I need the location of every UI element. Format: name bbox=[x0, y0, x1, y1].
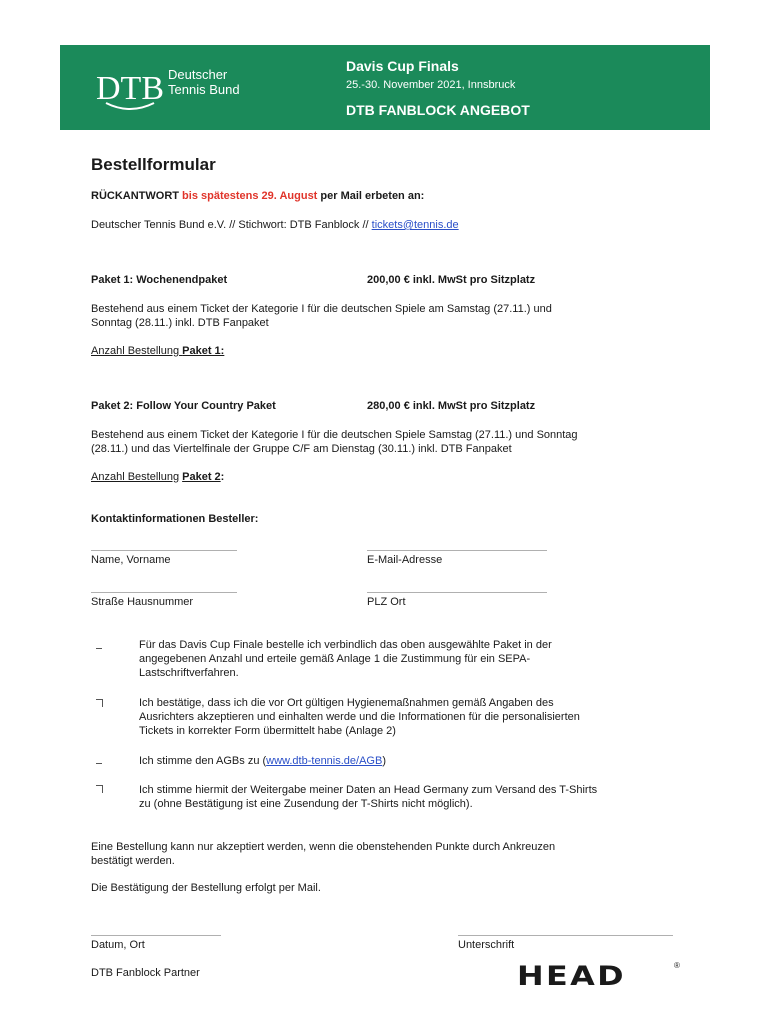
package-2-name: Paket 2: Follow Your Country Paket bbox=[91, 400, 276, 412]
consent-1-checkbox[interactable] bbox=[96, 641, 102, 649]
reply-line bbox=[91, 189, 424, 203]
package-1-desc-line-2: Sonntag (28.11.) inkl. DTB Fanpaket bbox=[91, 317, 269, 329]
header-banner bbox=[60, 45, 710, 130]
street-input-line[interactable] bbox=[91, 592, 237, 593]
consent-2-line-3: Tickets in korrekter Form übermittelt habe (Anlage 2) bbox=[139, 725, 396, 737]
partner-label: DTB Fanblock Partner bbox=[91, 967, 200, 979]
signature-input-line[interactable] bbox=[458, 935, 673, 936]
zip-city-field-label: PLZ Ort bbox=[367, 596, 406, 608]
date-place-label: Datum, Ort bbox=[91, 939, 145, 951]
consent-3-checkbox[interactable] bbox=[96, 756, 102, 764]
logo-line-2: Tennis Bund bbox=[168, 82, 240, 97]
package-2-count-bold: Paket 2 bbox=[182, 471, 221, 483]
acceptance-note-line-1: Eine Bestellung kann nur akzeptiert werden, wenn die obenstehenden Punkte durch Ankreuzen bbox=[91, 841, 556, 853]
logo-line-1: Deutscher bbox=[168, 67, 228, 82]
street-field-label: Straße Hausnummer bbox=[91, 596, 194, 608]
reply-prefix: RÜCKANTWORT bbox=[91, 190, 179, 202]
consent-2-text bbox=[139, 696, 580, 738]
consent-3-text bbox=[139, 754, 386, 768]
acceptance-note bbox=[91, 840, 555, 868]
head-logo bbox=[517, 961, 687, 993]
agb-link[interactable]: www.dtb-tennis.de/AGB bbox=[266, 755, 383, 767]
consent-4-line-2: zu (ohne Bestätigung ist eine Zusendung der T-Shirts nicht möglich). bbox=[139, 798, 473, 810]
package-2-desc-line-2: (28.11.) und das Viertelfinale der Gruppe C/F am Dienstag (30.11.) inkl. DTB Fanpaket bbox=[91, 443, 512, 455]
dtb-logo-icon bbox=[96, 63, 164, 115]
consent-1-text bbox=[139, 638, 552, 680]
consent-4-text bbox=[139, 783, 597, 811]
consent-1-line-3: Lastschriftverfahren. bbox=[139, 667, 239, 679]
consent-2-line-2: Ausrichters akzeptieren und einhalten werde und die Informationen für die personalisierten bbox=[139, 711, 580, 723]
consent-1-line-1: Für das Davis Cup Finale bestelle ich verbindlich das oben ausgewählte Paket in der bbox=[139, 639, 552, 651]
package-2-count-label: Anzahl Bestellung bbox=[91, 471, 180, 483]
package-1-count-bold: Paket 1: bbox=[182, 345, 225, 357]
signature-label: Unterschrift bbox=[458, 939, 515, 951]
package-1-price: 200,00 € inkl. MwSt pro Sitzplatz bbox=[367, 274, 536, 286]
consent-4-checkbox[interactable] bbox=[96, 785, 103, 793]
zip-city-input-line[interactable] bbox=[367, 592, 547, 593]
contact-line bbox=[91, 218, 459, 232]
package-2-count[interactable] bbox=[91, 470, 224, 484]
logo-letters: DTB bbox=[96, 70, 164, 107]
contact-heading: Kontaktinformationen Besteller: bbox=[91, 513, 259, 525]
head-logo-text: HEAD bbox=[517, 961, 626, 992]
package-2-desc-line-1: Bestehend aus einem Ticket der Kategorie I für die deutschen Spiele Samstag (27.11.) und Sonntag bbox=[91, 429, 578, 441]
confirmation-note: Die Bestätigung der Bestellung erfolgt per Mail. bbox=[91, 882, 321, 894]
reply-suffix: per Mail erbeten an: bbox=[320, 190, 425, 202]
contact-prefix: Deutscher Tennis Bund e.V. // Stichwort: DTB Fanblock // bbox=[91, 219, 369, 231]
offer-title: DTB FANBLOCK ANGEBOT bbox=[346, 102, 530, 118]
email-field-label: E-Mail-Adresse bbox=[367, 554, 443, 566]
name-input-line[interactable] bbox=[91, 550, 237, 551]
registered-mark: ® bbox=[674, 961, 680, 970]
consent-4-line-1: Ich stimme hiermit der Weitergabe meiner Daten an Head Germany zum Versand des T-Shirts bbox=[139, 784, 598, 796]
event-title: Davis Cup Finals bbox=[346, 58, 459, 74]
consent-2-checkbox[interactable] bbox=[96, 699, 103, 707]
contact-email-link[interactable]: tickets@tennis.de bbox=[371, 219, 459, 231]
date-place-input-line[interactable] bbox=[91, 935, 221, 936]
consent-3-suffix: ) bbox=[382, 755, 386, 767]
logo-wordmark bbox=[168, 67, 240, 97]
consent-2-line-1: Ich bestätige, dass ich die vor Ort gültigen Hygienemaßnahmen gemäß Angaben des bbox=[139, 697, 554, 709]
package-1-desc-line-1: Bestehend aus einem Ticket der Kategorie I für die deutschen Spiele am Samstag (27.11.) und bbox=[91, 303, 552, 315]
package-2-price: 280,00 € inkl. MwSt pro Sitzplatz bbox=[367, 400, 536, 412]
package-1-name: Paket 1: Wochenendpaket bbox=[91, 274, 228, 286]
consent-1-line-2: angegebenen Anzahl und erteile gemäß Anlage 1 die Zustimmung für ein SEPA- bbox=[139, 653, 531, 665]
name-field-label: Name, Vorname bbox=[91, 554, 171, 566]
email-input-line[interactable] bbox=[367, 550, 547, 551]
package-2-count-suffix: : bbox=[220, 471, 225, 483]
package-1-count-label: Anzahl Bestellung bbox=[91, 345, 180, 357]
event-subtitle: 25.-30. November 2021, Innsbruck bbox=[346, 79, 516, 91]
consent-3-prefix: Ich stimme den AGBs zu ( bbox=[139, 755, 267, 767]
acceptance-note-line-2: bestätigt werden. bbox=[91, 855, 175, 867]
package-1-count[interactable] bbox=[91, 344, 224, 358]
form-title: Bestellformular bbox=[91, 155, 216, 174]
reply-deadline: bis spätestens 29. August bbox=[182, 190, 318, 202]
